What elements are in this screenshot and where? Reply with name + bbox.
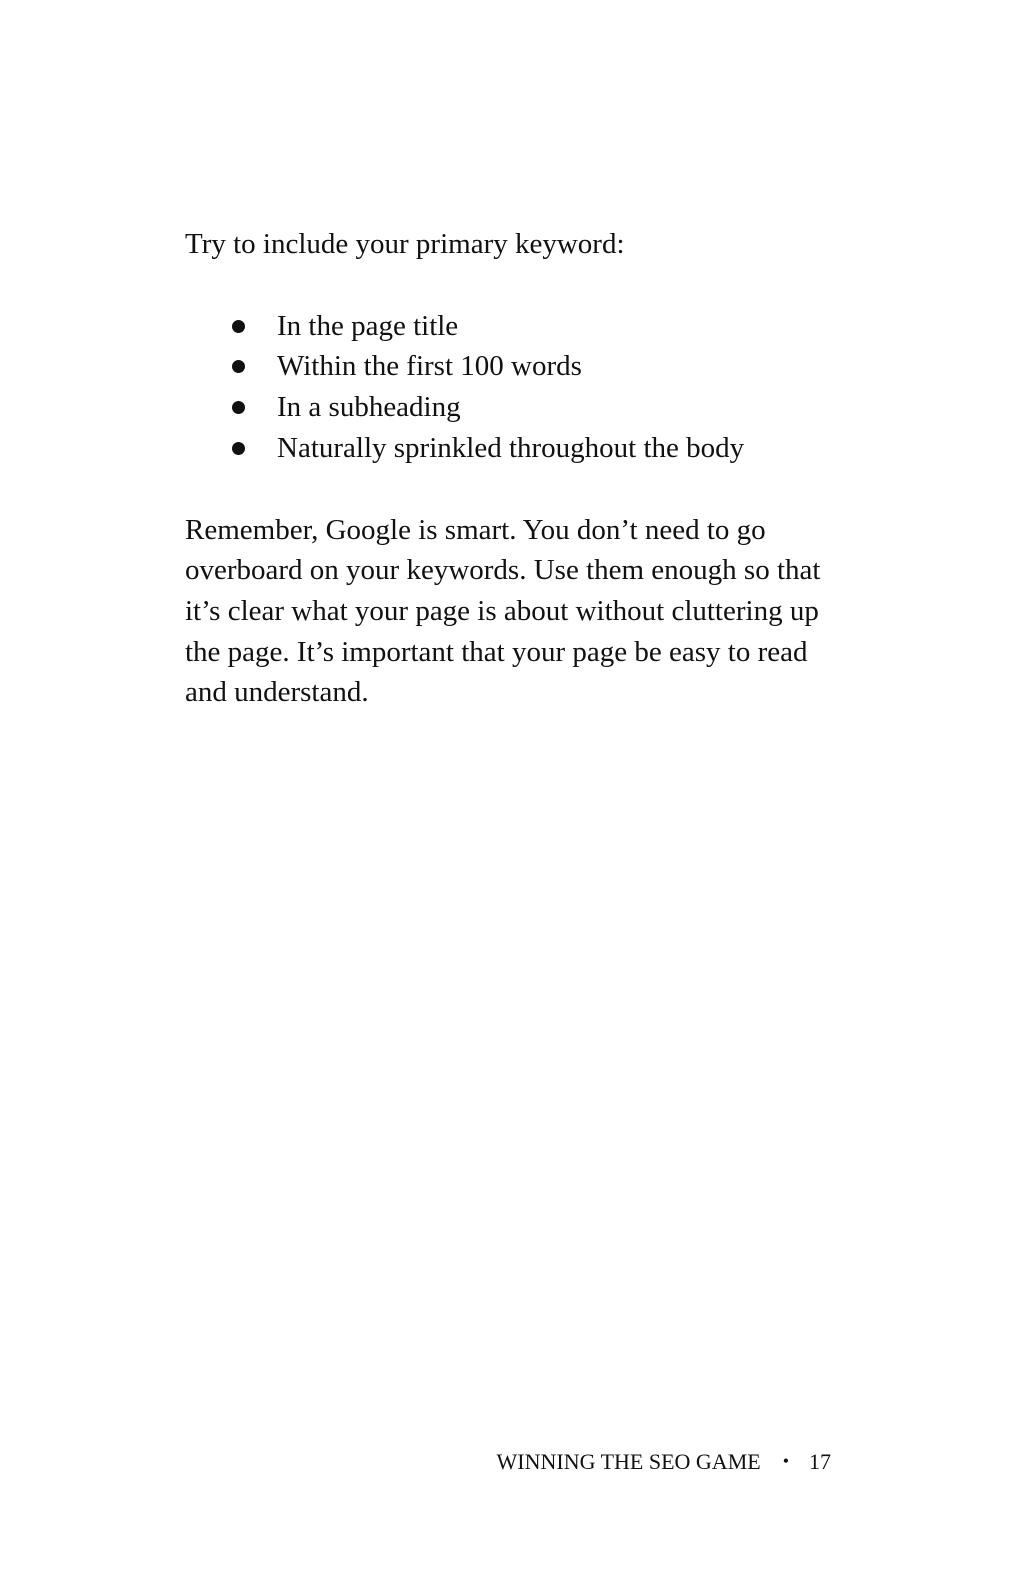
list-item-text: In a subheading xyxy=(277,391,461,424)
body-paragraph: Remember, Google is smart. You don’t need to go overboard on your keywords. Use them enough so that it’s clear what your page is about without cluttering up the page. It’s important that your page be easy to read and understand. xyxy=(185,513,821,709)
running-title: WINNING THE SEO GAME xyxy=(496,1449,761,1474)
keyword-placement-list xyxy=(185,306,845,469)
bullet-icon xyxy=(232,320,245,333)
bullet-icon xyxy=(232,442,245,455)
list-item xyxy=(185,346,845,387)
list-item-text: Within the first 100 words xyxy=(277,350,582,383)
intro-text: Try to include your primary keyword: xyxy=(185,228,625,260)
list-item xyxy=(185,306,845,347)
list-item-text: Naturally sprinkled throughout the body xyxy=(277,431,745,464)
page-footer xyxy=(497,1448,831,1477)
footer-separator: • xyxy=(782,1451,789,1471)
bullet-icon xyxy=(232,360,245,373)
list-item-text: In the page title xyxy=(277,309,459,342)
bullet-icon xyxy=(232,401,245,414)
list-item xyxy=(185,428,845,469)
page-content xyxy=(185,224,845,713)
list-item xyxy=(185,387,845,428)
page-number: 17 xyxy=(809,1449,831,1474)
